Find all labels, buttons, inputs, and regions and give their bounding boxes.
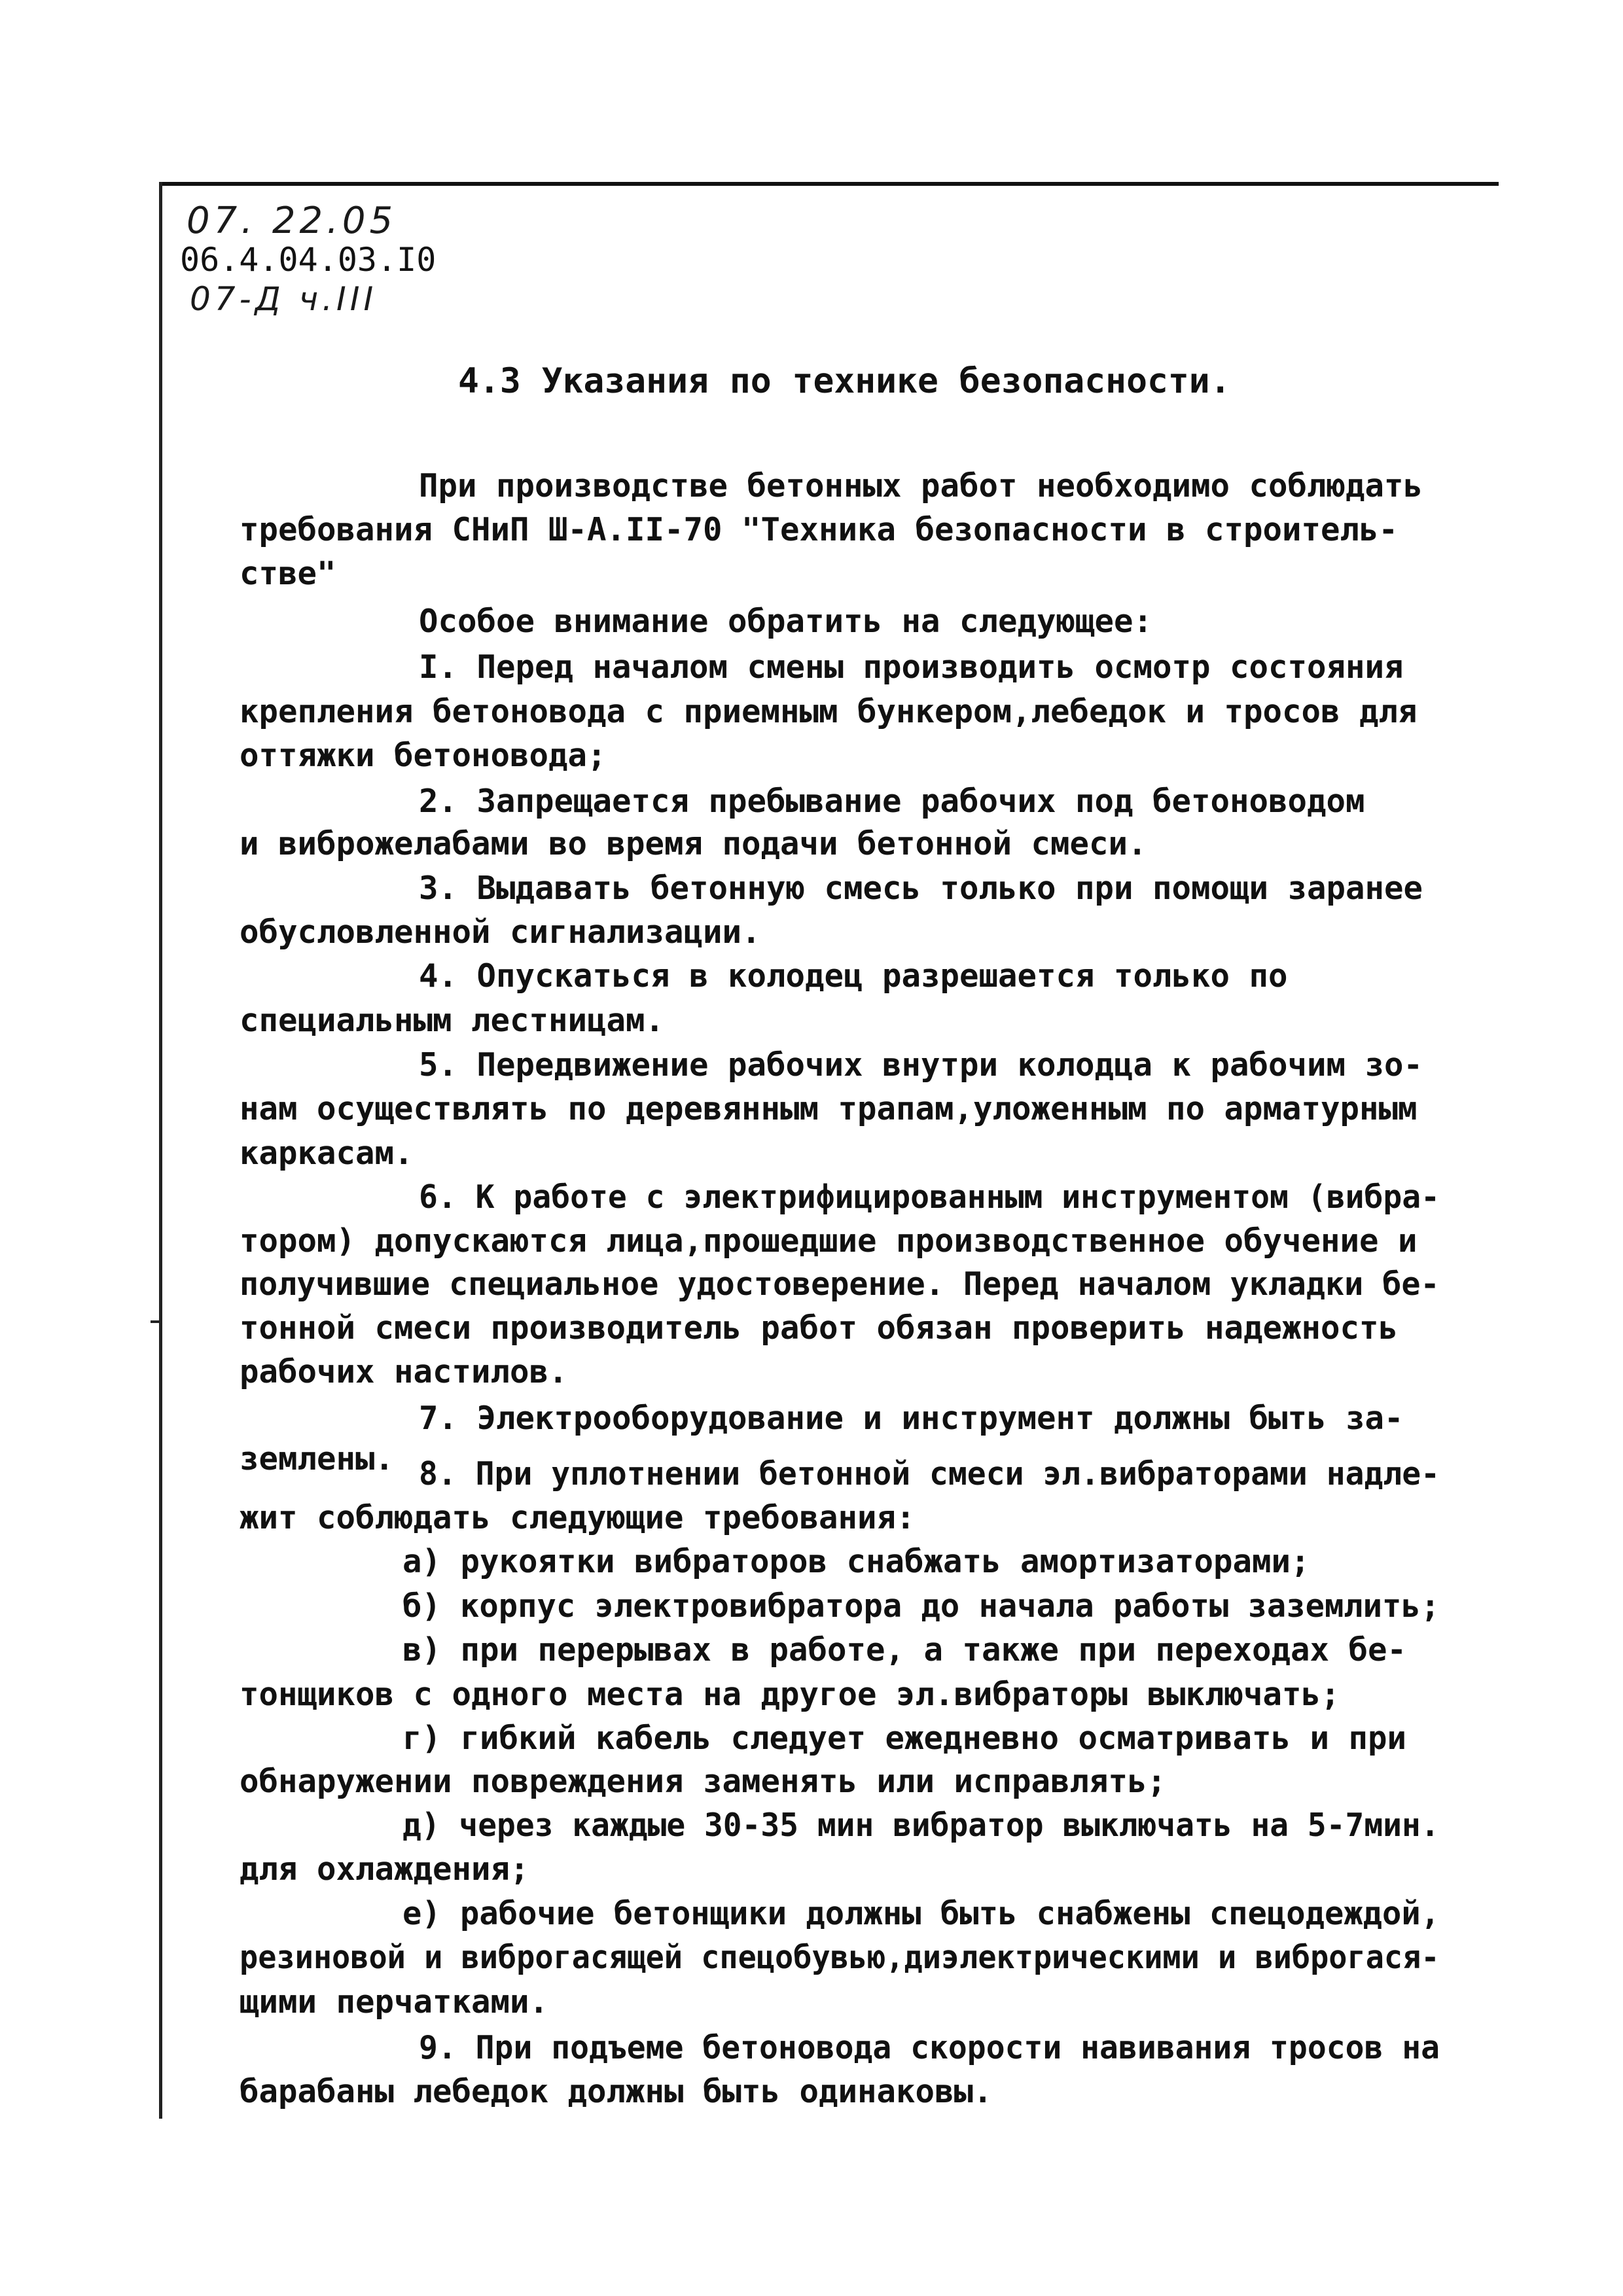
text-line: е) рабочие бетонщики должны быть снабжены спецодеждой, (402, 1895, 1440, 1932)
section-title: 4.3 Указания по технике безопасности. (458, 361, 1231, 401)
text-line: крепления бетоновода с приемным бункером,лебедок и тросов для (240, 693, 1418, 730)
text-line: 7. Электрооборудование и инструмент должны быть за- (419, 1400, 1404, 1437)
text-line: тонщиков с одного места на другое эл.вибраторы выключать; (240, 1676, 1340, 1713)
text-line: 2. Запрещается пребывание рабочих под бетоноводом (419, 783, 1365, 820)
text-line: барабаны лебедок должны быть одинаковы. (240, 2073, 993, 2110)
text-line: нам осуществлять по деревянным трапам,уложенным по арматурным (240, 1090, 1418, 1127)
text-line: оттяжки бетоновода; (240, 737, 607, 774)
text-line: 9. При подъеме бетоновода скорости навивания тросов на (419, 2029, 1440, 2066)
text-line: требования СНиП Ш-А.II-70 "Техника безопасности в строитель- (240, 511, 1399, 548)
text-line: и виброжелабами во время подачи бетонной смеси. (240, 825, 1147, 862)
text-line: специальным лестницам. (240, 1002, 665, 1039)
text-line: в) при перерывах в работе, а также при переходах бе- (402, 1631, 1407, 1669)
text-line: стве" (240, 555, 336, 592)
text-line: б) корпус электровибратора до начала работы заземлить; (402, 1587, 1440, 1625)
frame-top-border (159, 182, 1499, 186)
text-line: для охлаждения; (240, 1850, 529, 1888)
frame-left-border (159, 182, 162, 2119)
text-line: резиновой и виброгасящей спецобувью,диэлектрическими и виброгася- (240, 1939, 1440, 1976)
text-line: 5. Передвижение рабочих внутри колодца к рабочим зо- (419, 1046, 1423, 1084)
text-line: рабочих настилов. (240, 1353, 568, 1390)
text-line: Особое внимание обратить на следующее: (419, 603, 1153, 640)
text-line: 6. К работе с электрифицированным инструментом (вибра- (419, 1178, 1440, 1216)
handwritten-number-bottom: 07-Д ч.III (190, 280, 378, 318)
text-line: тонной смеси производитель работ обязан проверить надежность (240, 1309, 1399, 1347)
handwritten-number-top: 07. 22.05 (187, 200, 397, 242)
text-line: землены. (240, 1440, 395, 1477)
text-line: I. Перед началом смены производить осмотр состояния (419, 648, 1404, 686)
text-line: обнаружении повреждения заменять или исправлять; (240, 1763, 1167, 1800)
text-line: 3. Выдавать бетонную смесь только при помощи заранее (419, 870, 1423, 907)
text-line: обусловленной сигнализации. (240, 913, 761, 951)
text-line: каркасам. (240, 1135, 414, 1172)
text-line: При производстве бетонных работ необходимо соблюдать (419, 467, 1423, 504)
text-line: жит соблюдать следующие требования: (240, 1499, 916, 1536)
text-line: а) рукоятки вибраторов снабжать амортизаторами; (402, 1543, 1310, 1580)
text-line: тором) допускаются лица,прошедшие производственное обучение и (240, 1222, 1418, 1260)
margin-tick (151, 1320, 160, 1323)
document-code: 06.4.04.03.I0 (180, 241, 437, 279)
text-line: г) гибкий кабель следует ежедневно осматривать и при (402, 1720, 1407, 1757)
text-line: получившие специальное удостоверение. Перед началом укладки бе- (240, 1265, 1440, 1303)
text-line: 8. При уплотнении бетонной смеси эл.вибраторами надле- (419, 1455, 1440, 1492)
text-line: д) через каждые 30-35 мин вибратор выключать на 5-7мин. (402, 1807, 1440, 1844)
text-line: 4. Опускаться в колодец разрешается только по (419, 957, 1288, 995)
text-line: щими перчатками. (240, 1983, 549, 2021)
